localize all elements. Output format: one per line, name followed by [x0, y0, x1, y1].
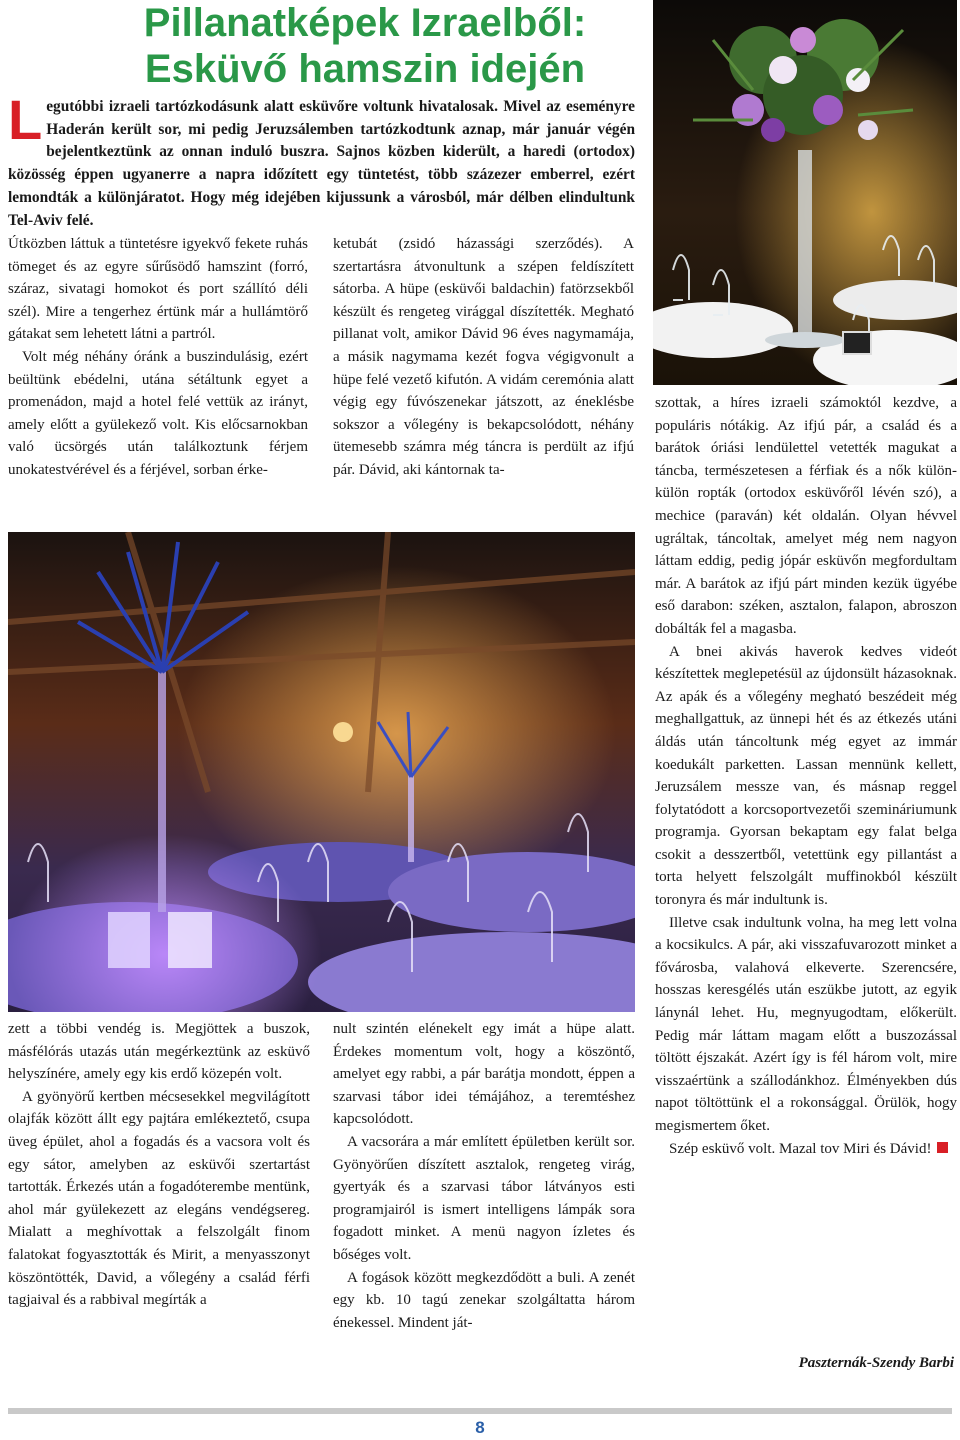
column-3	[655, 392, 957, 1160]
paragraph: A fogások között megkezdődött a buli. A zenét egy kb. 10 tagú zenekar szolgáltatta három énekessel. Mindent ját-	[333, 1269, 635, 1331]
closing-text: Szép esküvő volt. Mazal tov Miri és Dávid!	[669, 1140, 932, 1157]
paragraph: zett a többi vendég is. Megjöttek a buszok, másfélórás utazás után megérkeztünk az esküvő helyszínére, amely egy kis erdő közepén volt.	[8, 1021, 310, 1083]
page-number: 8	[475, 1418, 485, 1437]
photo-reception-hall	[8, 532, 635, 1012]
column-2-top	[333, 233, 634, 482]
column-2-bottom	[333, 1018, 635, 1334]
end-mark-icon	[937, 1142, 948, 1153]
paragraph: A gyönyörű kertben mécsesekkel megvilágított olajfák között állt egy pajtára emlékeztető, csupa üveg épület, ahol a fogadás és a vacsora volt és egy sátor, amelyben az esküvői szertartást tartották. Érkezés után a fogadóterembe mentünk, ahol már gyülekezett az elegáns vendégsereg. Mialatt a meghívottak a felszolgált finom falatokat fogyasztották és Mirit, a menyasszonyt köszöntötték, David, a vőlegény a család férfi tagjaival és a rabbival megírták a	[8, 1088, 310, 1309]
paragraph: Illetve csak indultunk volna, ha meg lett volna a kocsikulcs. A pár, aki visszafuvarozott minket a fővárosba, valahová elkeverte. Szerencsére, hosszas keresgélés után eszükbe jutott, az egyik lánynál lehet. Hu, megnyugodtam, előkerült. Pedig már láttam magam előtt a buszozással töltött éjszakát. Azért így is fél három volt, mire visszaértünk a szállodánkhoz. Élményekben dús napot töltöttünk el a rokonsággal. Örülök, hogy megismertem őket.	[655, 914, 957, 1134]
title-line-2: Esküvő hamszin idején	[144, 47, 586, 91]
paragraph: ketubát (zsidó házassági szerződés). A szertartásra átvonultunk a szépen feldíszített sátorba. A hüpe (esküvői baldachin) fatörzsekből készült és rengeteg virággal díszítették. Megható pillanat volt, amikor Dávid 96 éves nagymamája, a másik nagymama kezét fogva végigvonult a hüpe felé vezető kifutón. A vidám ceremónia alatt végig egy fúvószenekar játszott, az éneklésbe sokszor a vőlegény is bekapcsolódott, néhány ütemesebb számra még táncra is perdült az ifjú pár. Dávid, aki kántornak ta-	[333, 236, 634, 478]
footer-divider	[8, 1408, 952, 1414]
paragraph: Volt még néhány óránk a buszindulásig, ezért beültünk ebédelni, utána sétáltunk egyet a promenádon, majd a hotel felé vettük az irányt, amely előtt a gyülekező volt. Kis előcsarnokban való ücsörgés után találkoztunk férjem unokatestvérével és a férjével, sorban érke-	[8, 348, 308, 478]
paragraph: Útközben láttuk a tüntetésre igyekvő fekete ruhás tömeget és az egyre sűrűsödő hamszint (forró, száraz, sivatagi homokot és port szállító déli szél). Mire a tengerhez értünk már a hullámtörő gátakat sem lehetett látni a partról.	[8, 236, 308, 343]
paragraph: A vacsorára a már említett épületben került sor. Gyönyörűen díszített asztalok, rengeteg virág, gyertyák és a szarvasi tábor látványos esti programjairól is ismert intelligens lámpák sora fogadott minket. A menü nagyon ízletes és bőséges volt.	[333, 1133, 635, 1263]
paragraph-closing	[655, 1138, 957, 1161]
author-signature: Paszternák-Szendy Barbi	[798, 1355, 954, 1371]
column-1-bottom	[8, 1018, 310, 1312]
article-title	[105, 0, 625, 92]
column-1-top	[8, 233, 308, 482]
paragraph: nult szintén elénekelt egy imát a hüpe alatt. Érdekes momentum volt, hogy a köszöntő, amelyet egy rabbi, a pár barátja mondott, éppen a szarvasi tábor idei témájához, a teremtéshez kapcsolódott.	[333, 1021, 635, 1128]
paragraph: szottak, a híres izraeli számoktól kezdve, a populáris nótákig. Az ifjú pár, a család és a barátok óriási lendülettel vetették magukat a táncba, természetesen a férfiak és a nők külön-külön ropták (ortodox esküvőről lévén szó), a mechice (paraván) két oldalán. Olyan hévvel ugráltak, táncoltak, amelyet még nem nagyon láttam eddig, pedig jópár esküvőn megfordultam már. A barátok az ifjú párt minden kezük ügyébe eső darabon: széken, asztalon, falapon, abroszon dobálták fel a magasba.	[655, 395, 957, 637]
paragraph: A bnei akivás haverok kedves videót készítettek meglepetésül az újdonsült házasoknak. Az apák és a vőlegény megható beszédeit még meghallgattuk, az ünnepi hét és az étkezés utáni áldás után táncoltunk még egyet az immár koedukált parketten. Lassan mennünk kellett, Jeruzsálem messze van, és másnap reggel folytatódott a korcsoportvezetői szemináriumunk programja. Gyorsan bekaptam egy falat belga csokit a desszertből, vetettünk egy pillantást a torta helyett felszolgált muffinokból készült toronyra és már indultunk is.	[655, 643, 957, 909]
photo-centerpiece	[653, 0, 957, 385]
lead-paragraph	[8, 88, 635, 232]
drop-cap: L	[8, 88, 43, 151]
title-line-1: Pillanatképek Izraelből:	[143, 1, 587, 45]
lead-text: egutóbbi izraeli tartózkodásunk alatt esküvőre voltunk hivatalosak. Mivel az eseményre Haderán került sor, mi pedig Jeruzsálemben tartózkodtunk aznap, már január végén bejelentkeztünk az onnan induló buszra. Sajnos közben kiderült, a haredi (ortodox) közösség éppen ugyanerre a napra időzített egy tüntetést, több százezer emberrel, ezért lemondták a különjáratot. Hogy még idejében kijussunk a városból, már délben elindultunk Tel-Aviv felé.	[8, 98, 635, 229]
